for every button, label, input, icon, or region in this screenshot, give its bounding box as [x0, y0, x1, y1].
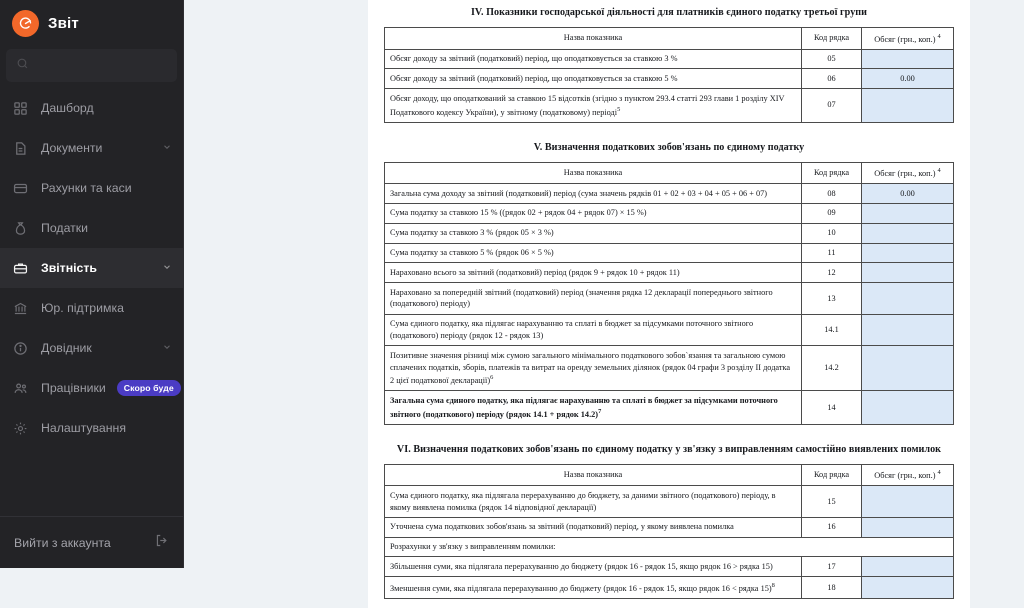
row-label-text: Уточнена сума податкових зобов'язань за звітний (податковий) період, у якому виявлена помилка — [390, 522, 734, 532]
gear-icon — [13, 421, 30, 436]
row-code: 18 — [802, 577, 862, 599]
row-label — [385, 89, 802, 122]
row-amount-input[interactable] — [862, 486, 954, 518]
row-code: 12 — [802, 263, 862, 283]
row-subheading: Розрахунки у зв'язку з виправленням помилки: — [385, 537, 954, 557]
table-row — [385, 203, 954, 223]
row-code: 14.2 — [802, 346, 862, 391]
table-row — [385, 486, 954, 518]
row-amount-input[interactable] — [862, 391, 954, 424]
footnote-marker: 4 — [937, 469, 941, 477]
table-row — [385, 314, 954, 346]
sidebar-item-accounts[interactable] — [0, 168, 183, 208]
row-amount-input[interactable] — [862, 263, 954, 283]
content-area — [184, 0, 1024, 593]
money-bag-icon — [13, 221, 30, 236]
table-row — [385, 346, 954, 391]
column-header-name: Назва показника — [385, 28, 802, 50]
search-input[interactable] — [6, 49, 177, 82]
document-page — [368, 0, 970, 608]
table-row — [385, 517, 954, 537]
footnote-marker: 5 — [617, 105, 621, 113]
row-code: 07 — [802, 89, 862, 122]
logout-icon — [154, 533, 169, 553]
row-label-text: Обсяг доходу за звітний (податковий) період, що оподатковується за ставкою 5 % — [390, 73, 678, 83]
briefcase-icon — [13, 261, 30, 276]
sidebar-nav — [0, 88, 183, 448]
table-header-row — [385, 464, 954, 486]
row-code: 17 — [802, 557, 862, 577]
row-label-text: Нараховано за попередній звітний (податковий) період (значення рядка 12 декларації попереднього звітного (податкового) періоду) — [390, 287, 773, 309]
table-row — [385, 184, 954, 204]
column-header-name: Назва показника — [385, 464, 802, 486]
sidebar-item-label: Звітність — [41, 261, 97, 275]
row-label-text: Зменшення суми, яка підлягала перерахуванню до бюджету (рядок 16 - рядок 15, якщо рядок 16 < рядка 15) — [390, 583, 772, 593]
row-amount-input[interactable]: 0.00 — [862, 69, 954, 89]
row-label-text: Позитивне значення різниці між сумою загального мінімального податкового зобов`язання та загальною сумою сплачених податків, зборів, платежів та витрат на оренду земельних ділянок (рядок 04 графи 3 розділу II додатка 2 цієї податкової декларації) — [390, 350, 791, 386]
row-label-text: Нараховано всього за звітний (податковий) період (рядок 9 + рядок 10 + рядок 11) — [390, 267, 680, 277]
sidebar-item-settings[interactable] — [0, 408, 183, 448]
column-header-amount-text: Обсяг (грн., коп.) — [874, 168, 936, 178]
row-label — [385, 517, 802, 537]
status-badge: Скоро буде — [117, 380, 181, 397]
brand[interactable] — [0, 0, 183, 47]
row-amount-input[interactable] — [862, 517, 954, 537]
section-title: VI. Визначення податкових зобов'язань по єдиному податку у зв'язку з виправленням самостійно виявлених помилок — [396, 443, 942, 455]
table-row — [385, 557, 954, 577]
chevron-down-icon[interactable] — [162, 139, 172, 157]
row-code: 14 — [802, 391, 862, 424]
sidebar-item-taxes[interactable] — [0, 208, 183, 248]
footnote-marker: 7 — [598, 407, 602, 415]
row-amount-input[interactable] — [862, 223, 954, 243]
table-row — [385, 49, 954, 69]
sidebar-item-employees[interactable] — [0, 368, 183, 408]
users-icon — [13, 381, 30, 396]
row-label-text: Обсяг доходу, що оподаткований за ставкою 15 відсотків (згідно з пунктом 293.4 статті 293 глави 1 розділу XIV Податкового кодексу України), у звітному (податковому) періоді — [390, 93, 785, 117]
row-label — [385, 203, 802, 223]
row-code: 14.1 — [802, 314, 862, 346]
section-table — [384, 162, 954, 425]
logout-button[interactable] — [0, 516, 183, 568]
row-label — [385, 243, 802, 263]
row-amount-input[interactable] — [862, 557, 954, 577]
bank-icon — [13, 301, 30, 316]
sidebar-item-label: Юр. підтримка — [41, 301, 124, 315]
row-code: 10 — [802, 223, 862, 243]
row-code: 11 — [802, 243, 862, 263]
row-label-text: Загальна сума єдиного податку, яка підлягає нарахуванню та сплаті в бюджет за підсумками поточного звітного (податкового) періоду (рядок 14.1 + рядок 14.2) — [390, 395, 778, 419]
row-code: 15 — [802, 486, 862, 518]
row-label-text: Сума податку за ставкою 15 % ((рядок 02 + рядок 04 + рядок 07) × 15 %) — [390, 208, 647, 218]
row-label — [385, 557, 802, 577]
footnote-marker: 4 — [937, 32, 941, 40]
row-label — [385, 346, 802, 391]
column-header-name: Назва показника — [385, 162, 802, 184]
section-gap — [384, 425, 954, 434]
row-code: 09 — [802, 203, 862, 223]
footnote-marker: 4 — [937, 167, 941, 175]
sidebar-item-label: Дашборд — [41, 101, 94, 115]
column-header-code: Код рядка — [802, 28, 862, 50]
table-row — [385, 69, 954, 89]
row-label — [385, 49, 802, 69]
sidebar-item-reporting[interactable] — [0, 248, 183, 288]
table-row — [385, 223, 954, 243]
row-code: 05 — [802, 49, 862, 69]
sidebar-item-label: Податки — [41, 221, 89, 235]
tax-declaration-document — [384, 0, 954, 608]
row-label-text: Збільшення суми, яка підлягала перерахуванню до бюджету (рядок 16 - рядок 15, якщо рядок 16 > рядка 15) — [390, 561, 773, 571]
table-row — [385, 577, 954, 599]
column-header-code: Код рядка — [802, 162, 862, 184]
table-row — [385, 243, 954, 263]
section-gap — [384, 599, 954, 608]
document-sections — [384, 6, 954, 608]
brand-name: Звіт — [48, 15, 79, 32]
row-code: 08 — [802, 184, 862, 204]
row-code: 16 — [802, 517, 862, 537]
sidebar-item-label: Довідник — [41, 341, 92, 355]
sidebar-item-label: Працівники — [41, 381, 106, 395]
row-label — [385, 486, 802, 518]
row-label-text: Сума податку за ставкою 3 % (рядок 05 × 3 %) — [390, 228, 554, 238]
section-table — [384, 27, 954, 122]
sidebar-item-legal-support[interactable] — [0, 288, 183, 328]
footnote-marker: 8 — [771, 581, 775, 589]
column-header-amount-text: Обсяг (грн., коп.) — [874, 471, 936, 481]
table-header-row — [385, 28, 954, 50]
row-code: 06 — [802, 69, 862, 89]
row-amount-input[interactable] — [862, 49, 954, 69]
row-amount-input[interactable] — [862, 89, 954, 122]
table-row — [385, 283, 954, 315]
sidebar-item-reference[interactable] — [0, 328, 183, 368]
sidebar-item-documents[interactable] — [0, 128, 183, 168]
row-label-text: Сума єдиного податку, яка підлягає нарахуванню та сплаті в бюджет за підсумками поточного звітного (податкового) періоду (рядок 12 - рядок 13) — [390, 319, 754, 340]
column-header-amount-text: Обсяг (грн., коп.) — [874, 34, 936, 44]
row-label — [385, 263, 802, 283]
column-header-amount — [862, 162, 954, 184]
row-amount-input[interactable] — [862, 314, 954, 346]
table-row — [385, 263, 954, 283]
sidebar-item-label: Рахунки та каси — [41, 181, 132, 195]
row-label — [385, 184, 802, 204]
document-icon — [13, 141, 30, 156]
row-label — [385, 283, 802, 315]
row-amount-input[interactable] — [862, 243, 954, 263]
section-title: V. Визначення податкових зобов'язань по єдиному податку — [533, 141, 805, 153]
sidebar-item-dashboard[interactable] — [0, 88, 183, 128]
chevron-down-icon[interactable] — [162, 339, 172, 357]
sidebar-spacer — [0, 448, 183, 516]
row-label — [385, 314, 802, 346]
grid-icon — [13, 101, 30, 116]
section-title: IV. Показники господарської діяльності для платників єдиного податку третьої групи — [470, 7, 868, 18]
search-icon — [16, 57, 29, 75]
table-row — [385, 391, 954, 424]
row-amount-input[interactable]: 0.00 — [862, 184, 954, 204]
spiral-circle-logo-icon — [12, 10, 39, 37]
sidebar-item-label: Документи — [41, 141, 103, 155]
footnote-marker: 6 — [490, 374, 494, 382]
row-amount-input[interactable] — [862, 577, 954, 599]
row-label-text: Обсяг доходу за звітний (податковий) період, що оподатковується за ставкою 3 % — [390, 54, 678, 64]
row-amount-input[interactable] — [862, 203, 954, 223]
chevron-down-icon[interactable] — [162, 259, 172, 277]
table-header-row — [385, 162, 954, 184]
column-header-amount — [862, 28, 954, 50]
sidebar — [0, 0, 184, 568]
row-label — [385, 391, 802, 424]
row-label — [385, 577, 802, 599]
row-amount-input[interactable] — [862, 283, 954, 315]
table-row — [385, 89, 954, 122]
wallet-icon — [13, 181, 30, 196]
logout-label: Вийти з аккаунта — [14, 535, 111, 550]
table-row — [385, 537, 954, 557]
column-header-amount — [862, 464, 954, 486]
column-header-code: Код рядка — [802, 464, 862, 486]
sidebar-item-label: Налаштування — [41, 421, 126, 435]
row-label — [385, 223, 802, 243]
row-label-text: Сума податку за ставкою 5 % (рядок 06 × 5 %) — [390, 248, 554, 258]
section-gap — [384, 123, 954, 132]
row-label-text: Сума єдиного податку, яка підлягала перерахуванню до бюджету, за даними звітного (податкового) періоду, в якому виявлена помилка (рядок 14 відповідної декларації) — [390, 490, 776, 512]
info-circle-icon — [13, 341, 30, 356]
row-label — [385, 69, 802, 89]
section-table — [384, 464, 954, 599]
row-label-text: Загальна сума доходу за звітний (податковий) період (сума значень рядків 01 + 02 + 03 + 04 + 05 + 06 + 07) — [390, 188, 768, 198]
row-code: 13 — [802, 283, 862, 315]
row-amount-input[interactable] — [862, 346, 954, 391]
